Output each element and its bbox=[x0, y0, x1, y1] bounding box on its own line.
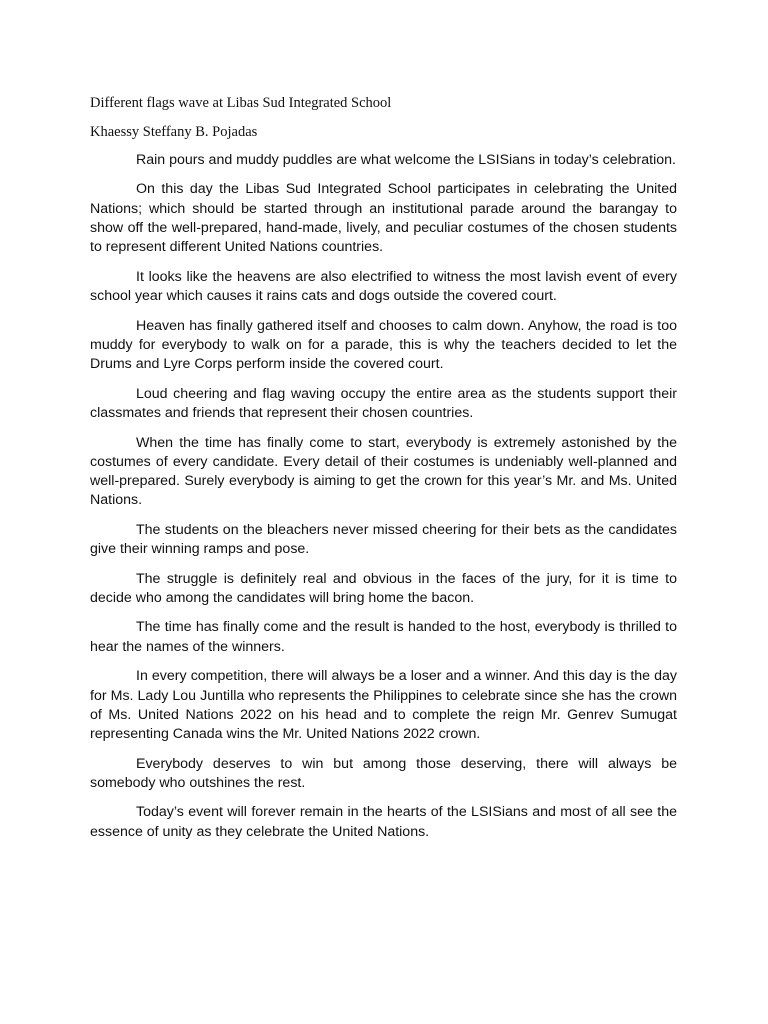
paragraph-4: Heaven has finally gathered itself and chooses to calm down. Anyhow, the road is too muddy for everybody to walk on for a parade, this is why the teachers decided to let the Drums and Lyre Corps perform inside the covered court. bbox=[90, 317, 677, 373]
paragraph-2: On this day the Libas Sud Integrated School participates in celebrating the United Nations; which should be started through an institutional parade around the barangay to show off the well-prepared, hand-made, lively, and peculiar costumes of the chosen students to represent different United Nations countries. bbox=[90, 181, 677, 256]
paragraph-3: It looks like the heavens are also electrified to witness the most lavish event of every school year which causes it rains cats and dogs outside the covered court. bbox=[90, 268, 677, 305]
paragraph-11: Everybody deserves to win but among those deserving, there will always be somebody who outshines the rest. bbox=[90, 755, 677, 791]
document-body bbox=[90, 94, 677, 852]
paragraph-8: The struggle is definitely real and obvious in the faces of the jury, for it is time to decide who among the candidates will bring home the bacon. bbox=[90, 570, 677, 606]
paragraph-10: In every competition, there will always be a loser and a winner. And this day is the day for Ms. Lady Lou Juntilla who represents the Philippines to celebrate since she has the crown of Ms. United Nations 2022 on his head and to complete the reign Mr. Genrev Sumugat representing Canada wins the Mr. United Nations 2022 crown. bbox=[90, 668, 677, 743]
paragraph-6: When the time has finally come to start, everybody is extremely astonished by the costumes of every candidate. Every detail of their costumes is undeniably well-planned and well-prepared. Surely everybody is aiming to get the crown for this year’s Mr. and Ms. United Nations. bbox=[90, 434, 677, 509]
paragraph-5: Loud cheering and flag waving occupy the entire area as the students support their classmates and friends that represent their chosen countries. bbox=[90, 385, 677, 422]
article-title: Different flags wave at Libas Sud Integrated School bbox=[90, 95, 392, 111]
paragraph-1: Rain pours and muddy puddles are what welcome the LSISians in today’s celebration. bbox=[136, 152, 676, 168]
article-author: Khaessy Steffany B. Pojadas bbox=[90, 124, 258, 140]
paragraph-12: Today’s event will forever remain in the hearts of the LSISians and most of all see the essence of unity as they celebrate the United Nations. bbox=[90, 804, 677, 840]
paragraph-9: The time has finally come and the result is handed to the host, everybody is thrilled to hear the names of the winners. bbox=[90, 619, 677, 655]
paragraph-7: The students on the bleachers never missed cheering for their bets as the candidates give their winning ramps and pose. bbox=[90, 521, 677, 558]
